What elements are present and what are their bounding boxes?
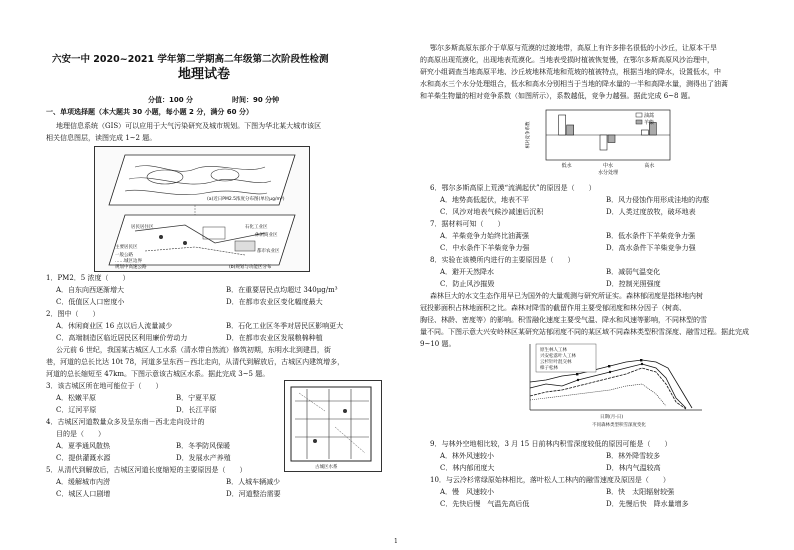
time-info: 时间：90 分钟 [232,96,280,104]
intro-line: 地理信息系统（GIS）可以应用于大气污染研究及城市规划。下图为华北某大城市该区 [56,122,322,130]
option-b[interactable]: B．石化工业区冬季对居民区影响更大 [226,322,344,330]
intro-line: 胸径、林龄、密度等）的影响。积雪融化速度主要受气温、降水和风速等影响，不同林型的雪 [420,316,707,324]
option-c[interactable]: C．低值区人口密度小 [56,298,125,306]
intro-line: 研究小组调查当地高原平地、沙丘坡地林荒地和荒坡的植被特点，根据当地的降水，设置低水，中 [420,68,721,76]
figure-caption: 不同森林类型积雪深度变化 [592,423,646,428]
map-label: 都市农业区 [257,249,280,254]
canal-map-drawing [285,381,381,471]
map-label: 主要居民区 [115,245,138,250]
legend-label: 油蒿 [644,113,655,119]
legend-entry: 樟子松林 [540,366,558,371]
intro-line: 和羊柴生物量的相对竞争系数（如图所示），系数越低，竞争力越强。据此完成 6~8 题。 [420,92,695,100]
map-label: 规划中高速公路 [115,265,147,270]
option-c[interactable]: C．防止风沙摧毁 [440,280,495,288]
map-label: 居民居住区 [131,225,154,230]
intro-line: 水和高水三个水分处理组合，低水和高水分别相当于当地的降水量的一半和高降水量，测得出了油蒿 [420,80,728,88]
section-heading: 一、单项选择题（本大题共 30 小题，每小题 2 分，满分 60 分） [46,108,253,116]
competition-chart [524,104,674,176]
option-a[interactable]: A．自东向西逐渐增大 [56,286,125,294]
legend-entry: 兴安松落叶人工林 [540,354,576,359]
question-stem: 9．与林外空地相比较，3 月 15 日前林内积雪深度较低的原因可能是（ ） [430,440,672,448]
option-d[interactable]: D．河道整治需要 [226,490,281,498]
option-b[interactable]: B．宁夏平原 [176,394,217,402]
option-c[interactable]: C．提供灌溉水源 [56,454,111,462]
option-c[interactable]: C．辽河平原 [56,406,97,414]
option-a[interactable]: A．松嫩平原 [56,394,97,402]
question-stem: 7．据材料可知（ ） [430,220,505,228]
question-stem: 6．鄂尔多斯高原上荒漠“流满起伏”的原因是（ ） [430,184,596,192]
option-b[interactable]: B．人城车辆减少 [226,478,281,486]
intro-line: 冠投影面积占林地面积之比。森林对降雪的截留作用主要受郁闭度和林分因子（树高、 [420,304,686,312]
option-b[interactable]: B．冬季防风保暖 [176,442,231,450]
option-d[interactable]: D．人类过度放牧，破坏地表 [606,208,696,216]
option-c[interactable]: C．中水条件下羊柴竞争力强 [440,244,530,252]
question-stem: 3．该古城区所在地可能位于（ ） [46,382,163,390]
category-label: 中水 [602,163,614,169]
competition-chart-svg [524,104,674,176]
exam-title: 六安一中 2020~2021 学年第二学期高二年级第二次阶段性检测 [52,54,329,65]
option-b[interactable]: B．林外降雪较多 [606,452,661,460]
option-b[interactable]: B．减弱气温变化 [606,268,661,276]
intro-line: 巷，河道的总长比达 10t 78，河道多呈东西－西北走向，从清代到解放后，古城区内建筑增多， [46,358,345,366]
question-stem-cont: 目的是（ ） [56,430,105,438]
x-axis-label: 日期(月-日) [600,415,624,420]
figure-caption: (a)近日PM2.5浓度分布图(单位μg/m³) [207,197,285,202]
map-label: ……城区边界 [115,259,142,264]
option-b[interactable]: B．在重要居民点均超过 340μg/m³ [226,286,338,294]
bar-油蒿 [641,130,648,135]
option-b[interactable]: B．风力侵蚀作用形成洼地的沟壑 [606,196,710,204]
question-stem: 2．图中（ ） [46,310,100,318]
option-d[interactable]: D．在都市农业区发展粮棉种植 [226,334,323,342]
intro-line: 9~10 题。 [420,340,456,348]
x-axis-label: 水分处理 [597,170,619,176]
category-label: 高水 [644,163,655,169]
y-axis-label: 相对竞争系数 [526,121,531,149]
option-c[interactable]: C．高端制造区临近居民区利用廉价劳动力 [56,334,188,342]
subject-title: 地理试卷 [178,67,231,82]
option-a[interactable]: A．林外风速较小 [440,452,495,460]
option-b[interactable]: B．低水条件下羊柴竞争力强 [606,232,696,240]
legend-swatch [636,113,642,117]
option-a[interactable]: A．慢 风速较小 [440,488,495,496]
intro-line: 鄂尔多斯高原东部介于草原与荒漠的过渡地带，高原上有许多排名很低的小沙丘，让原本干旱 [430,44,717,52]
option-d[interactable]: D．高水条件下羊柴竞争力强 [606,244,696,252]
option-a[interactable]: A．羊柴竞争力始终比油蒿强 [440,232,530,240]
canal-map-figure [284,380,382,472]
option-c[interactable]: C．风沙对地表气候沙减速后沉积 [440,208,544,216]
legend-swatch [636,120,642,124]
intro-line: 的高原出现荒漠化，出现地表荒漠化。当地表受损时植被恢复慢，在鄂尔多斯高原风沙治理中， [420,56,714,64]
option-a[interactable]: A．缓解城市内涝 [56,478,111,486]
question-stem: 8．实验在该模所内进行的主要原因是（ ） [430,256,575,264]
option-d[interactable]: D．长江平原 [176,406,217,414]
map-label: 一般公路 [115,253,133,258]
intro-line: 量不同。下图示意大兴安岭林区某研究站郁闭度不同的某区域不同森林类型积雪深度、融雪过程。据此完成 [420,328,749,336]
option-d[interactable]: D．控制光照强度 [606,280,661,288]
bar-油蒿 [559,115,566,135]
intro-line: 河道的总长缩短至 47km。下图示意该古城区水系。据此完成 3~5 题。 [46,370,270,378]
bar-羊柴 [608,135,615,143]
bar-油蒿 [600,135,607,150]
legend-label: 羊柴 [644,120,655,126]
option-c[interactable]: C．林内郁闭度大 [440,464,495,472]
question-stem: 5．从清代到解放后，古城区河道长度缩短的主要原因是（ ） [46,466,247,474]
option-b[interactable]: B．快 太阳辐射较强 [606,488,675,496]
intro-line: 森林巨大的水文生态作用早已为国外的大量观测与研究所证实。森林郁闭度是指林地内树 [430,292,703,300]
question-stem: 10．与云冷杉常绿原始林相比，落叶松人工林内的融雪速度及原因是（ ） [430,476,670,484]
score-info: 分值：100 分 [148,96,194,104]
option-a[interactable]: A．夏季通风散热 [56,442,111,450]
intro-line: 相关信息图层，读图完成 1~2 题。 [46,134,157,142]
intro-line: 公元前 6 世纪，我国某古城区人工水系（清水带自然流）修筑初期，东明水北到建昌，街 [56,346,331,354]
option-c[interactable]: C．城区人口剧增 [56,490,111,498]
bar-羊柴 [567,125,574,135]
option-a[interactable]: A．避开天然降水 [440,268,495,276]
option-a[interactable]: A．休闲商业区 16 点以后人流量减少 [56,322,173,330]
figure-caption: (b)规划与功能区分布 [229,265,272,270]
question-stem: 1．PM2．5 浓度（ ） [46,274,130,282]
category-label: 低水 [561,163,572,169]
option-d[interactable]: D．在都市农业区变化幅度最大 [226,298,323,306]
option-d[interactable]: D．先慢后快 降水量增多 [606,500,689,508]
gis-layers-figure [94,146,310,272]
option-c[interactable]: C．先快后慢 气温先高后低 [440,500,530,508]
option-d[interactable]: D．发展水产养殖 [176,454,231,462]
legend-entry: 原生林人工林 [540,348,567,353]
page-number: 1 [394,538,398,545]
map-label: 休闲商业区 [255,233,278,238]
option-d[interactable]: D．林内气温较高 [606,464,661,472]
map-label: 石化工业区 [245,225,268,230]
legend-entry: 云杉针叶混交林 [540,360,572,365]
question-stem: 4．古城区河道数量众多及呈东南－西北走向设计的 [46,418,205,426]
figure-caption: 古城区水系 [315,465,338,470]
option-a[interactable]: A．地势高低起伏，地表不平 [440,196,530,204]
snow-depth-figure [516,338,706,430]
